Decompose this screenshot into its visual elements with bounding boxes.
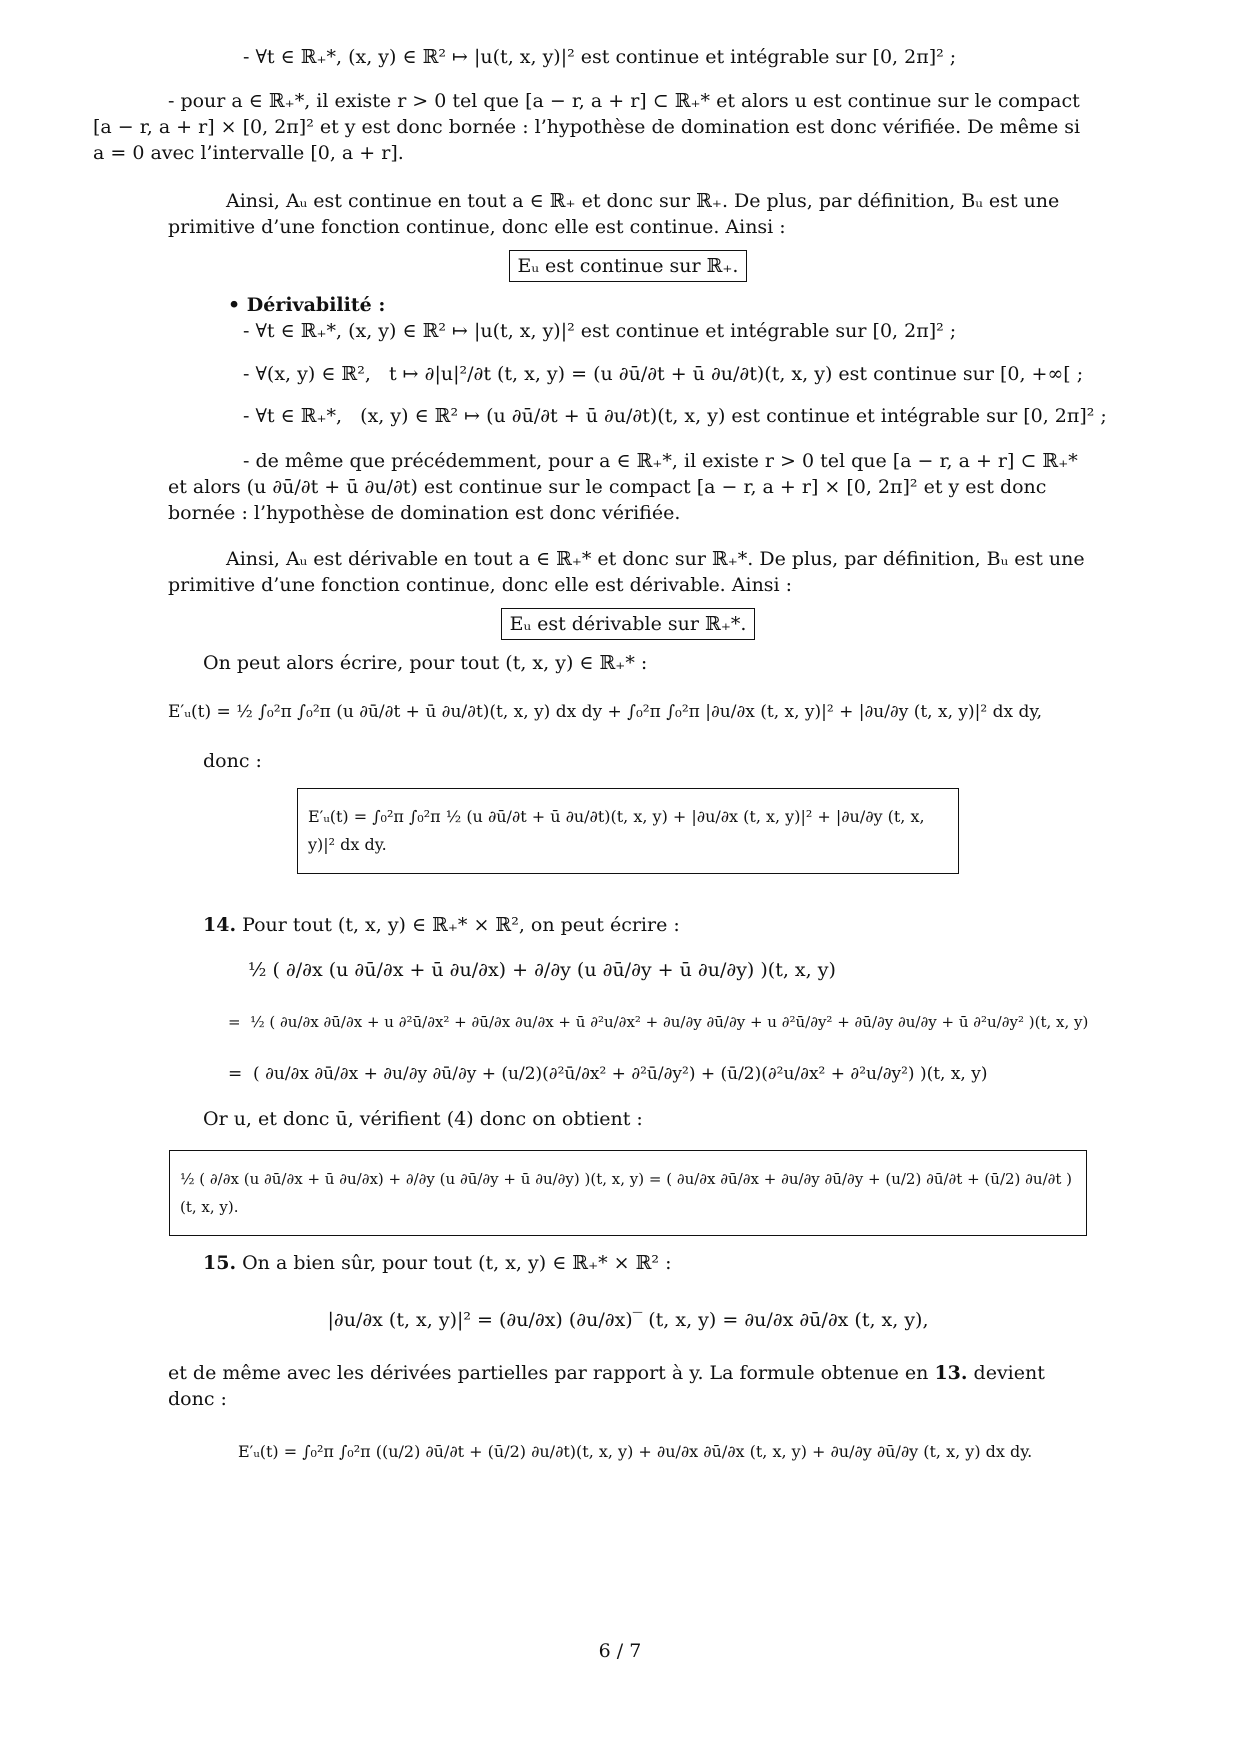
continuity-conclusion-paragraph: Ainsi, Aᵤ est continue en tout a ∈ ℝ₊ et donc sur ℝ₊. De plus, par définition, Bᵤ est une primitive d’une fonction continue, donc elle est continue. Ainsi : xyxy=(168,190,1060,238)
calc-line-1: ½ ( ∂/∂x (u ∂ū/∂x + ū ∂u/∂x) + ∂/∂y (u ∂ū/∂y + ū ∂u/∂y) )(t, x, y) xyxy=(248,959,836,981)
calc-line-3: = ( ∂u/∂x ∂ū/∂x + ∂u/∂y ∂ū/∂y + (u/2)(∂²ū/∂x² + ∂²ū/∂y²) + (ū/2)(∂²u/∂x² + ∂²u/∂y²) )(t, x, y) xyxy=(228,1064,988,1084)
section-derivability-title: • Dérivabilité : xyxy=(228,294,386,316)
donc-line: donc : xyxy=(203,750,262,772)
domination-paragraph: - pour a ∈ ℝ₊*, il existe r > 0 tel que [a − r, a + r] ⊂ ℝ₊* et alors u est continue sur le compact [a − r, a + r] × [0, 2π]² et y est donc bornée : l’hypothèse de domination est donc vérifiée. De même si a = 0 avec l’intervalle [0, a + r]. xyxy=(93,90,1081,164)
hypothesis-derivability-2: - ∀(x, y) ∈ ℝ², t ↦ ∂|u|²/∂t (t, x, y) = (u ∂ū/∂t + ū ∂u/∂t)(t, x, y) est continue sur [0, +∞[ ; xyxy=(243,363,1084,385)
partial-y-paragraph: et de même avec les dérivées partielles par rapport à y. La formule obtenue en 13. devient donc : xyxy=(168,1362,1045,1410)
calc-line-2: = ½ ( ∂u/∂x ∂ū/∂x + u ∂²ū/∂x² + ∂ū/∂x ∂u/∂x + ū ∂²u/∂x² + ∂u/∂y ∂ū/∂y + u ∂²ū/∂y² + ∂ū/∂y ∂u/∂y + ū ∂²u/∂y² )(t, x, y) xyxy=(228,1013,1089,1031)
modulus-identity: |∂u/∂x (t, x, y)|² = (∂u/∂x) (∂u/∂x)‾ (t, x, y) = ∂u/∂x ∂ū/∂x (t, x, y), xyxy=(327,1309,929,1331)
derivability-conclusion-paragraph: Ainsi, Aᵤ est dérivable en tout a ∈ ℝ₊* et donc sur ℝ₊*. De plus, par définition, Bᵤ est une primitive d’une fonction continue, donc elle est dérivable. Ainsi : xyxy=(168,548,1085,596)
result-box-derivability: Eᵤ est dérivable sur ℝ₊*. xyxy=(501,608,756,640)
hypothesis-derivability-1: - ∀t ∈ ℝ₊*, (x, y) ∈ ℝ² ↦ |u(t, x, y)|² est continue et intégrable sur [0, 2π]² ; xyxy=(243,320,957,342)
result-box-continuity: Eᵤ est continue sur ℝ₊. xyxy=(509,250,748,282)
question-15-intro: 15. On a bien sûr, pour tout (t, x, y) ∈ ℝ₊* × ℝ² : xyxy=(203,1252,672,1274)
derivative-formula: E′ᵤ(t) = ½ ∫₀²π ∫₀²π (u ∂ū/∂t + ū ∂u/∂t)(t, x, y) dx dy + ∫₀²π ∫₀²π |∂u/∂x (t, x, y)|² + |∂u/∂y (t, x, y)|² dx dy, xyxy=(168,702,1043,722)
result-box-derivative-formula: E′ᵤ(t) = ∫₀²π ∫₀²π ½ (u ∂ū/∂t + ū ∂u/∂t)(t, x, y) + |∂u/∂x (t, x, y)|² + |∂u/∂y (t, x, y)|² dx dy. xyxy=(297,788,959,874)
question-number-15: 15. xyxy=(203,1252,237,1274)
hypothesis-derivability-3: - ∀t ∈ ℝ₊*, (x, y) ∈ ℝ² ↦ (u ∂ū/∂t + ū ∂u/∂t)(t, x, y) est continue et intégrable sur [0, 2π]² ; xyxy=(243,405,1107,427)
page-number: 6 / 7 xyxy=(598,1640,642,1662)
intro-derivative-formula: On peut alors écrire, pour tout (t, x, y) ∈ ℝ₊* : xyxy=(203,652,648,674)
hypothesis-continuity-integrability: - ∀t ∈ ℝ₊*, (x, y) ∈ ℝ² ↦ |u(t, x, y)|² est continue et intégrable sur [0, 2π]² ; xyxy=(243,46,957,68)
or-u-line: Or u, et donc ū, vérifient (4) donc on obtient : xyxy=(203,1108,643,1130)
page-body xyxy=(93,40,1107,1466)
question-number-14: 14. xyxy=(203,914,237,936)
final-derivative-formula: E′ᵤ(t) = ∫₀²π ∫₀²π ((u/2) ∂ū/∂t + (ū/2) ∂u/∂t)(t, x, y) + ∂u/∂x ∂ū/∂x (t, x, y) + ∂u/∂y ∂ū/∂y (t, x, y) dx dy. xyxy=(238,1442,1033,1461)
result-box-question-14: ½ ( ∂/∂x (u ∂ū/∂x + ū ∂u/∂x) + ∂/∂y (u ∂ū/∂y + ū ∂u/∂y) )(t, x, y) = ( ∂u/∂x ∂ū/∂x + ∂u/∂y ∂ū/∂y + (u/2) ∂ū/∂t + (ū/2) ∂u/∂t )(t, x, y). xyxy=(169,1150,1087,1236)
question-14-intro: 14. Pour tout (t, x, y) ∈ ℝ₊* × ℝ², on peut écrire : xyxy=(203,914,680,936)
domination-derivative-paragraph: - de même que précédemment, pour a ∈ ℝ₊*, il existe r > 0 tel que [a − r, a + r] ⊂ ℝ₊* et alors (u ∂ū/∂t + ū ∂u/∂t) est continue sur le compact [a − r, a + r] × [0, 2π]² et y est donc bornée : l’hypothèse de domination est donc vérifiée. xyxy=(168,450,1078,524)
ref-13: 13. xyxy=(934,1362,968,1384)
